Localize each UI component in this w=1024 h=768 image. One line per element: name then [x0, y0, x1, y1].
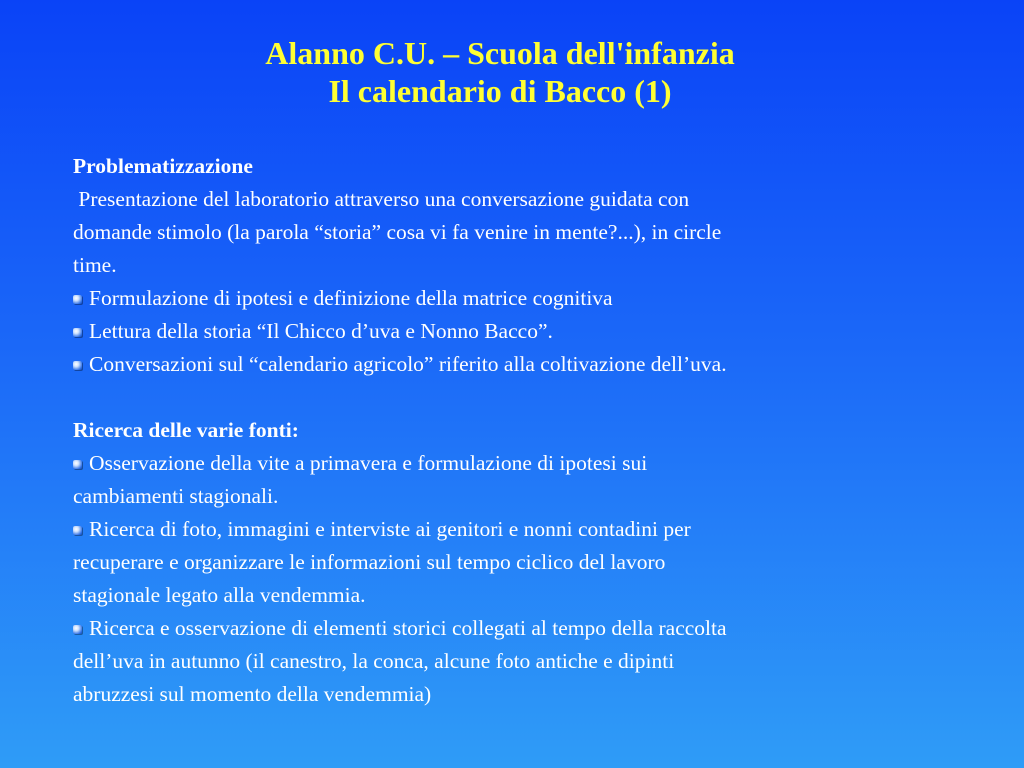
bullet-continuation: recuperare e organizzare le informazioni sul tempo ciclico del lavoro	[73, 550, 666, 574]
bullet-text: Ricerca di foto, immagini e interviste ai genitori e nonni contadini per	[89, 517, 691, 541]
bullet-continuation: stagionale legato alla vendemmia.	[73, 583, 366, 607]
title-line-1: Alanno C.U. – Scuola dell'infanzia	[265, 35, 735, 71]
bullet-text: Ricerca e osservazione di elementi storici collegati al tempo della raccolta	[89, 616, 727, 640]
bullet-item	[73, 447, 1003, 480]
intro-line-1: Presentazione del laboratorio attraverso una conversazione guidata con	[73, 187, 690, 211]
slide-title	[0, 34, 1000, 110]
title-line-2: Il calendario di Bacco (1)	[328, 73, 672, 109]
section-heading-problematizzazione: Problematizzazione	[73, 154, 253, 178]
bullet-item	[73, 315, 1003, 348]
bullet-text: Conversazioni sul “calendario agricolo” riferito alla coltivazione dell’uva.	[89, 352, 727, 376]
bullet-text: Lettura della storia “Il Chicco d’uva e Nonno Bacco”.	[89, 319, 553, 343]
bullet-continuation: dell’uva in autunno (il canestro, la conca, alcune foto antiche e dipinti	[73, 649, 675, 673]
intro-line-2: domande stimolo (la parola “storia” cosa vi fa venire in mente?...), in circle	[73, 220, 722, 244]
bullet-icon	[73, 625, 82, 634]
bullet-item	[73, 282, 1003, 315]
section-heading-ricerca-fonti: Ricerca delle varie fonti:	[73, 418, 299, 442]
slide-body	[73, 150, 1003, 711]
bullet-text: Osservazione della vite a primavera e formulazione di ipotesi sui	[89, 451, 648, 475]
bullet-item	[73, 513, 1003, 546]
bullet-icon	[73, 295, 82, 304]
bullet-icon	[73, 526, 82, 535]
bullet-icon	[73, 460, 82, 469]
bullet-continuation: abruzzesi sul momento della vendemmia)	[73, 682, 432, 706]
bullet-item	[73, 612, 1003, 645]
bullet-text: Formulazione di ipotesi e definizione della matrice cognitiva	[89, 286, 613, 310]
bullet-icon	[73, 328, 82, 337]
bullet-icon	[73, 361, 82, 370]
bullet-continuation: cambiamenti stagionali.	[73, 484, 279, 508]
section-spacer	[73, 381, 1003, 414]
bullet-item	[73, 348, 1003, 381]
intro-line-3: time.	[73, 253, 117, 277]
